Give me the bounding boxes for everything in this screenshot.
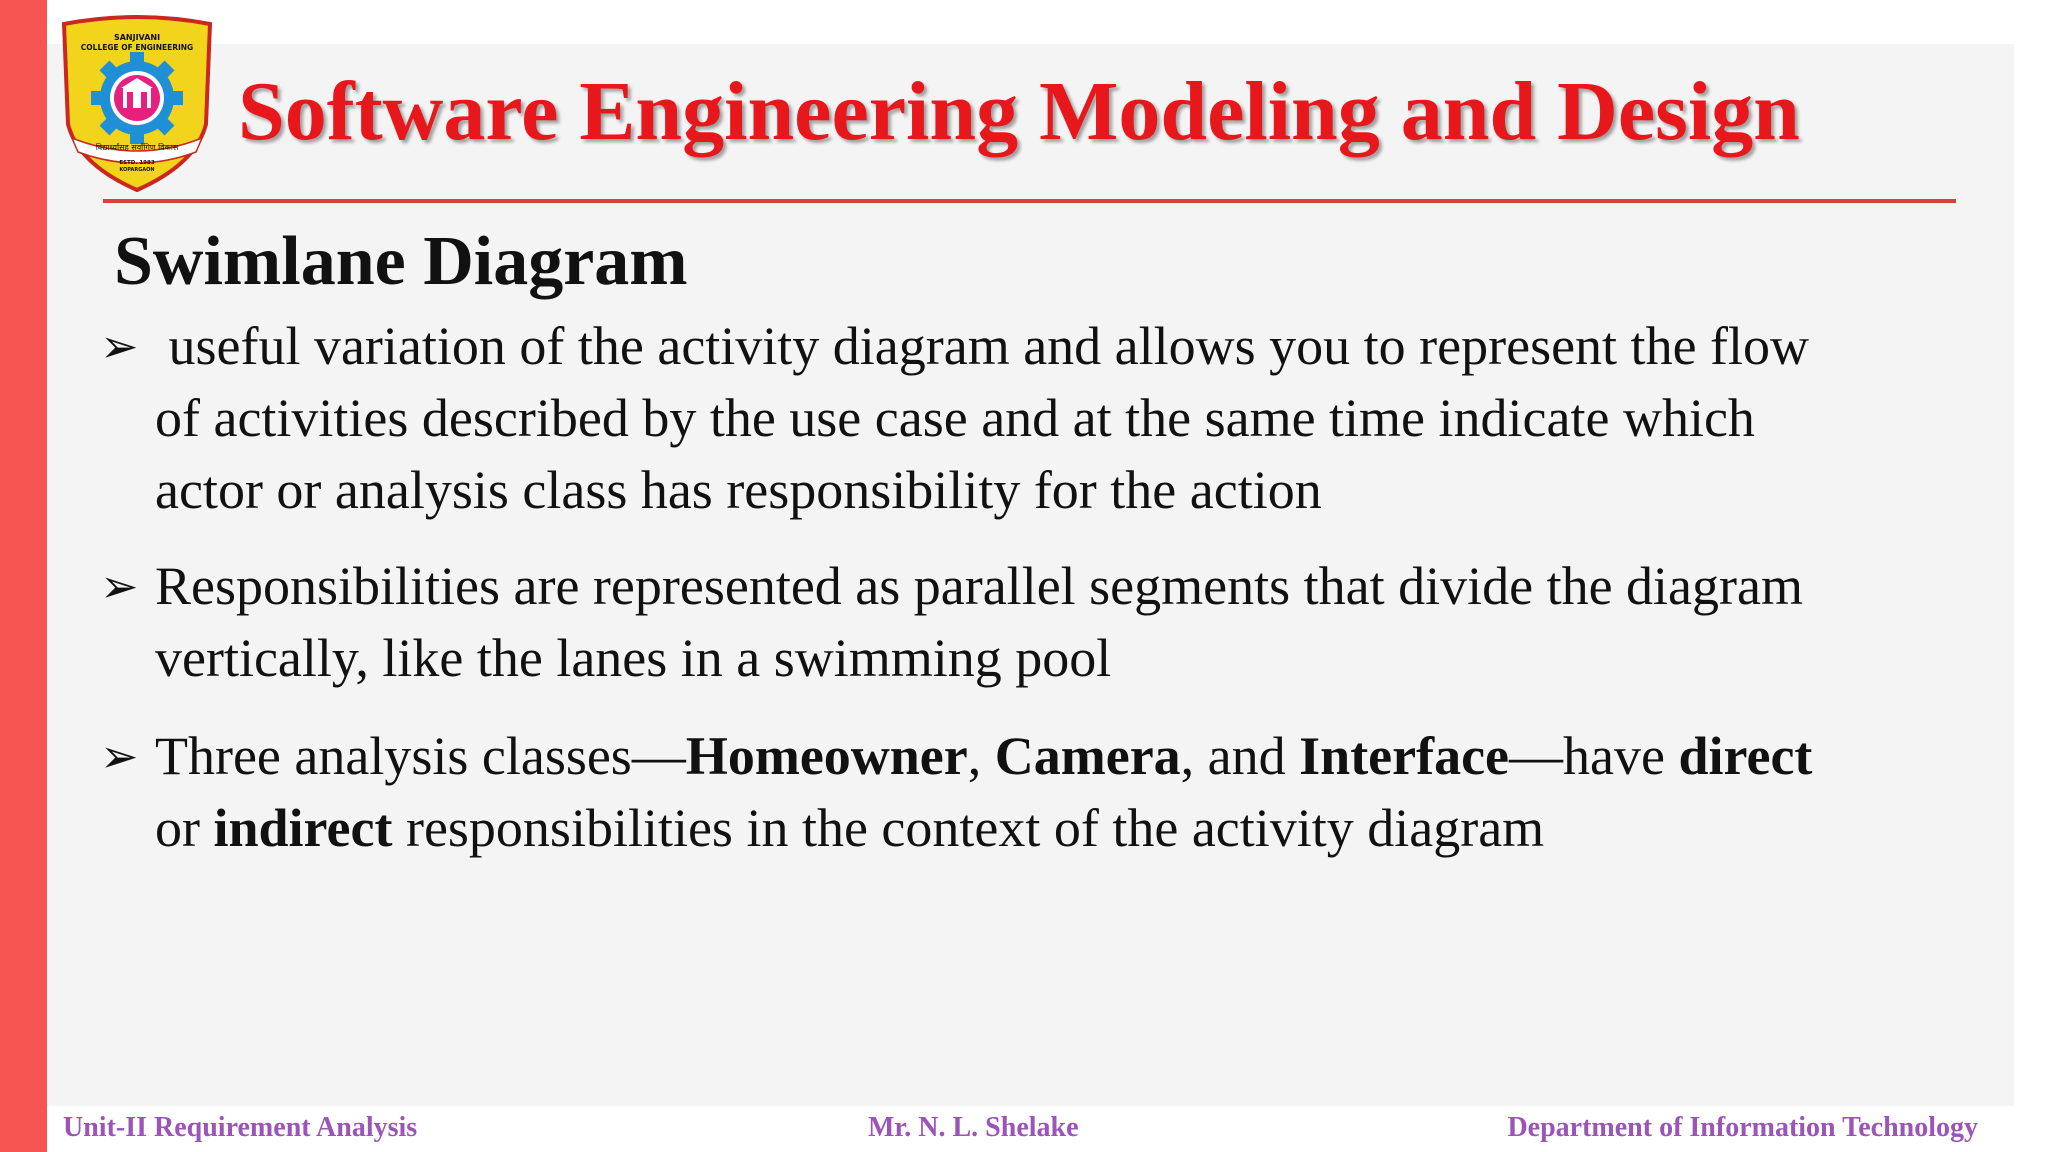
bullet-line	[155, 792, 2000, 864]
text-segment: Three analysis classes—	[155, 726, 686, 786]
text-segment: responsibilities in the context of the activity diagram	[392, 798, 1545, 858]
title-divider	[103, 199, 1956, 203]
slide-title: Software Engineering Modeling and Design	[238, 65, 1800, 158]
college-logo-icon	[56, 14, 218, 196]
footer-unit: Unit-II Requirement Analysis	[63, 1112, 418, 1143]
left-accent-bar	[0, 0, 47, 1152]
arrowhead-icon: ➢	[100, 729, 139, 783]
text-segment: —have	[1509, 726, 1679, 786]
class-interface: Interface	[1299, 726, 1510, 786]
bullet-text	[155, 550, 2000, 694]
arrowhead-icon: ➢	[100, 319, 139, 373]
logo-estd: ESTD. 1983	[119, 160, 155, 166]
footer-author: Mr. N. L. Shelake	[868, 1112, 1079, 1143]
logo-sub-text: COLLEGE OF ENGINEERING	[80, 43, 194, 52]
bullet-line: useful variation of the activity diagram and allows you to represent the flow	[155, 316, 1810, 376]
logo-place: KOPARGAON	[119, 167, 155, 173]
emphasis-indirect: indirect	[213, 798, 393, 858]
logo-motto: विद्यार्थ्यांसह सर्वांगिण विकास	[95, 143, 179, 152]
bullet-line: of activities described by the use case and at the same time indicate which	[155, 388, 1755, 448]
bullet-line	[155, 720, 2000, 792]
bullet-text	[155, 720, 2000, 864]
arrowhead-icon: ➢	[100, 559, 139, 613]
bullet-line: Responsibilities are represented as parallel segments that divide the diagram	[155, 556, 1803, 616]
bullet-line: actor or analysis class has responsibility for the action	[155, 460, 1322, 520]
text-segment: , and	[1180, 726, 1300, 786]
bullet-line: vertically, like the lanes in a swimming pool	[155, 628, 1112, 688]
right-strip	[2014, 0, 2048, 1152]
class-homeowner: Homeowner	[685, 726, 968, 786]
footer-department: Department of Information Technology	[1507, 1112, 1978, 1143]
top-strip	[47, 0, 2048, 44]
text-segment: or	[155, 798, 214, 858]
text-segment: ,	[967, 726, 995, 786]
logo-top-text: SANJIVANI	[113, 33, 161, 42]
class-camera: Camera	[994, 726, 1181, 786]
emphasis-direct: direct	[1678, 726, 1813, 786]
section-heading: Swimlane Diagram	[114, 223, 688, 300]
bullet-text	[155, 310, 2000, 526]
